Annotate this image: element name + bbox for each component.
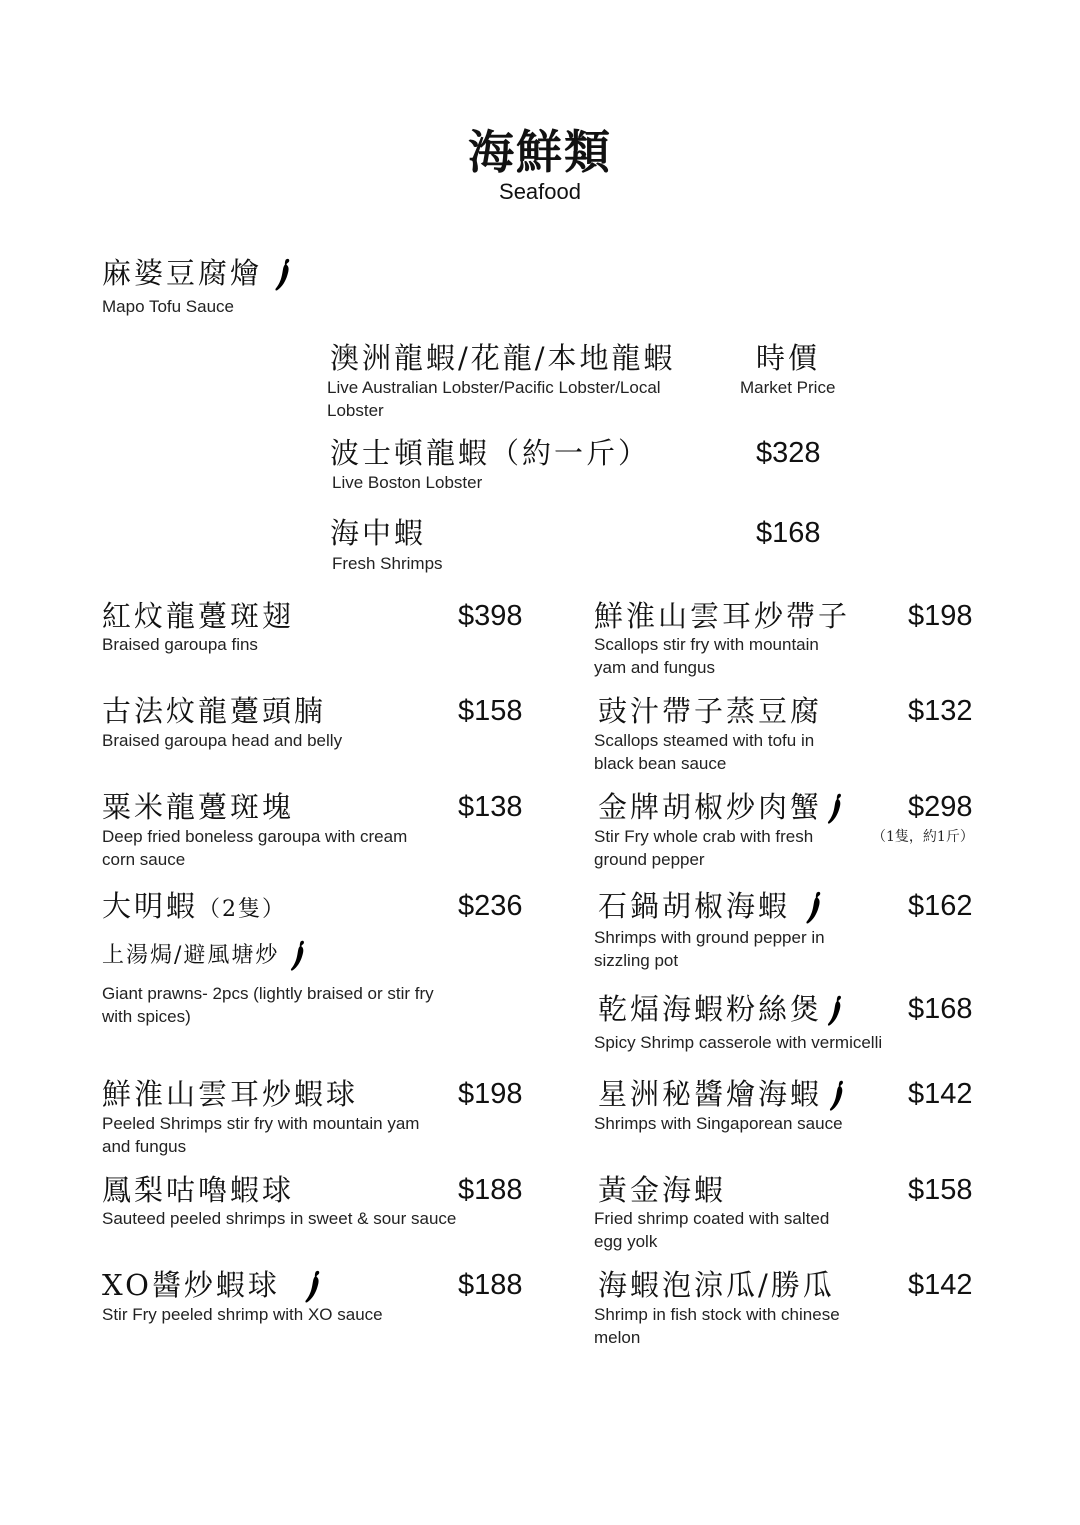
lobster-item-desc: Live Australian Lobster/Pacific Lobster/Local Lobster xyxy=(327,378,661,420)
chili-icon xyxy=(302,1270,326,1304)
menu-item-price: $188 xyxy=(458,1269,523,1301)
menu-item-quantity: （2隻） xyxy=(198,897,287,922)
menu-item-name-zh: 大明蝦 xyxy=(102,889,199,923)
lobster-price: $168 xyxy=(756,517,821,549)
menu-item-name xyxy=(598,888,828,925)
menu-item-name: 黃金海蝦 xyxy=(598,1173,727,1207)
menu-item-price: $132 xyxy=(908,695,973,727)
menu-item-desc: Deep fried boneless garoupa with cream corn sauce xyxy=(102,827,408,869)
menu-item-desc: Peeled Shrimps stir fry with mountain yam and fungus xyxy=(102,1114,420,1156)
lobster-item-name: 波士頓龍蝦（約一斤） xyxy=(330,436,651,470)
menu-item-desc: Stir Fry peeled shrimp with XO sauce xyxy=(102,1305,383,1324)
menu-item-desc: Giant prawns- 2pcs (lightly braised or stir fry with spices) xyxy=(102,984,434,1026)
menu-item-price: $142 xyxy=(908,1078,973,1110)
chili-icon xyxy=(826,793,846,825)
menu-item-price: $198 xyxy=(458,1078,523,1110)
page-subtitle: Seafood xyxy=(499,179,581,204)
menu-item-name: 古法炆龍躉頭腩 xyxy=(102,694,327,728)
menu-item-name xyxy=(598,991,846,1027)
menu-item-price: $138 xyxy=(458,791,523,823)
menu-item-desc: Stir Fry whole crab with fresh ground pepper xyxy=(594,827,814,869)
lobster-item-name: 海中蝦 xyxy=(330,516,427,550)
menu-item-desc: Shrimp in fish stock with chinese melon xyxy=(594,1305,840,1347)
menu-item-note: （1隻，約1斤） xyxy=(872,829,974,845)
menu-item-name-zh: 石鍋胡椒海蝦 xyxy=(598,889,791,923)
section-title-zh: 麻婆豆腐燴 xyxy=(102,256,263,290)
menu-item-price: $158 xyxy=(458,695,523,727)
lobster-price-en: Market Price xyxy=(740,378,836,397)
menu-item-price: $158 xyxy=(908,1174,973,1206)
menu-item-price: $198 xyxy=(908,600,973,632)
menu-item-name: 鳳梨咕嚕蝦球 xyxy=(102,1173,295,1207)
menu-item-name: 鮮淮山雲耳炒蝦球 xyxy=(102,1077,359,1111)
menu-item-price: $142 xyxy=(908,1269,973,1301)
menu-item-name-zh: 金牌胡椒炒肉蟹 xyxy=(598,790,823,824)
lobster-item-desc: Fresh Shrimps xyxy=(332,554,443,573)
menu-item-options xyxy=(102,938,309,974)
menu-item-name-zh: XO醬炒蝦球 xyxy=(102,1268,280,1302)
menu-item-desc: Shrimps with Singaporean sauce xyxy=(594,1114,843,1133)
menu-item-name xyxy=(598,789,846,825)
lobster-item-name: 澳洲龍蝦/花龍/本地龍蝦 xyxy=(330,341,676,375)
menu-item-desc: Scallops steamed with tofu in black bean sauce xyxy=(594,731,815,773)
menu-item-price: $298 xyxy=(908,791,973,823)
chili-icon xyxy=(802,891,828,925)
menu-item-name: 鮮淮山雲耳炒帶子 xyxy=(594,599,851,633)
lobster-item-desc: Live Boston Lobster xyxy=(332,473,483,492)
menu-item-desc: Fried shrimp coated with salted egg yolk xyxy=(594,1209,830,1251)
menu-item-name: 豉汁帶子蒸豆腐 xyxy=(598,694,823,728)
menu-item-name: 海蝦泡涼瓜/勝瓜 xyxy=(598,1268,835,1302)
menu-item-price: $236 xyxy=(458,890,523,922)
menu-item-name xyxy=(102,1267,326,1304)
menu-item-name: 紅炆龍躉斑翅 xyxy=(102,599,295,633)
menu-item-price: $398 xyxy=(458,600,523,632)
chili-icon xyxy=(828,1080,848,1112)
menu-item-price: $168 xyxy=(908,993,973,1025)
menu-item-name: 粟米龍躉斑塊 xyxy=(102,790,295,824)
menu-item-desc: Braised garoupa fins xyxy=(102,635,258,654)
lobster-price-zh: 時價 xyxy=(756,341,821,375)
chili-icon xyxy=(826,995,846,1027)
chili-icon xyxy=(289,940,309,972)
menu-item-name xyxy=(102,888,286,928)
menu-item-options-text: 上湯焗/避風塘炒 xyxy=(102,943,280,968)
menu-item-desc: Sauteed peeled shrimps in sweet & sour sauce xyxy=(102,1209,457,1228)
menu-item-name-zh: 星洲秘醬燴海蝦 xyxy=(598,1077,823,1111)
menu-item-desc: Shrimps with ground pepper in sizzling pot xyxy=(594,928,825,970)
menu-item-name xyxy=(598,1076,848,1112)
menu-item-name-zh: 乾煏海蝦粉絲煲 xyxy=(598,992,823,1026)
menu-item-price: $162 xyxy=(908,890,973,922)
section-title-en: Mapo Tofu Sauce xyxy=(102,297,234,316)
section-title xyxy=(102,255,296,292)
menu-item-desc: Braised garoupa head and belly xyxy=(102,731,343,750)
menu-item-price: $188 xyxy=(458,1174,523,1206)
menu-item-desc: Scallops stir fry with mountain yam and fungus xyxy=(594,635,819,677)
chili-icon xyxy=(272,258,296,292)
page-title: 海鮮類 xyxy=(468,125,612,179)
menu-item-desc: Spicy Shrimp casserole with vermicelli xyxy=(594,1033,883,1052)
lobster-price: $328 xyxy=(756,437,821,469)
